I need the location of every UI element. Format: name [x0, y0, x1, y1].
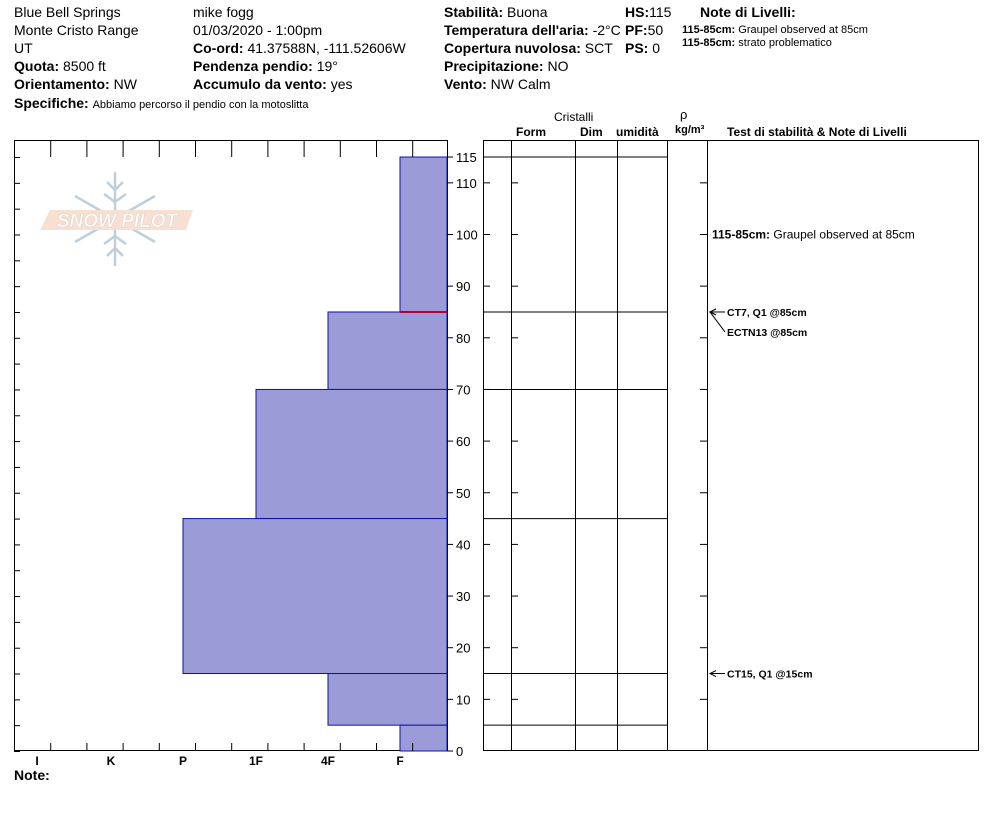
pf-label: PF: [625, 22, 648, 38]
ps-label: PS: [625, 40, 649, 56]
stability-label: Stabilità: [444, 4, 504, 20]
snowpilot-logo [40, 172, 193, 266]
hardness-layers [183, 157, 447, 751]
hardness-layer-4 [183, 519, 447, 674]
depth-label-10: 10 [456, 692, 471, 708]
pf-value: 50 [647, 22, 664, 38]
depth-label-30: 30 [456, 589, 471, 605]
density-unit: kg/m³ [675, 124, 705, 136]
stability-tests [710, 307, 813, 681]
hardness-layer-3 [256, 389, 447, 518]
precip-value: NO [547, 58, 569, 74]
size-header: Dim [580, 125, 603, 139]
depth-label-20: 20 [456, 640, 471, 656]
tests-notes-header: Test di stabilità & Note di Livelli [727, 125, 907, 139]
depth-label-90: 90 [456, 279, 471, 295]
hardness-layer-6 [400, 725, 447, 751]
depth-label-70: 70 [456, 382, 471, 398]
coord-label: Co-ord: [193, 40, 244, 56]
hardness-label-1F: 1F [248, 754, 264, 768]
layer-note-1-range: 115-85cm: [682, 24, 736, 36]
slope-label: Pendenza pendio: [193, 58, 313, 74]
hardness-axis [35, 754, 403, 768]
aspect-label: Orientamento: [14, 76, 110, 92]
wind-value: NW Calm [490, 76, 551, 92]
depth-axis [447, 150, 478, 759]
layer-note-text [712, 228, 915, 242]
precip-label: Precipitazione: [444, 58, 544, 74]
hardness-label-P: P [178, 754, 188, 768]
aspect-value: NW [113, 76, 137, 92]
stability-value: Buona [507, 4, 548, 20]
wind-loading-label: Accumulo da vento: [193, 76, 327, 92]
layer-note-2-range: 115-85cm: [682, 37, 736, 49]
density-symbol: ρ [680, 107, 688, 122]
test-label-2: ECTN13 @85cm [727, 326, 808, 339]
hs-value: 115 [649, 4, 672, 20]
layer-note-range: 115-85cm: [712, 227, 774, 242]
cloud-value: SCT [584, 40, 613, 56]
form-header: Form [516, 125, 546, 139]
test-label-1: CT7, Q1 @85cm [727, 306, 807, 319]
elevation-label: Quota: [14, 58, 60, 74]
wind-label: Vento: [444, 76, 487, 92]
slope-value: 19° [316, 58, 338, 74]
layer-note-2-text: strato problematico [738, 37, 832, 49]
depth-label-40: 40 [456, 537, 471, 553]
moisture-header: umidità [616, 125, 659, 139]
test-label-3: CT15, Q1 @15cm [727, 668, 813, 681]
depth-label-115: 115 [456, 150, 477, 166]
hardness-layer-2 [328, 312, 447, 389]
layer-notes-title: Note di Livelli: [700, 4, 796, 20]
air-temp-value: -2°C [592, 22, 621, 38]
cloud-label: Copertura nuvolosa: [444, 40, 581, 56]
depth-label-110: 110 [456, 175, 477, 191]
air-temp-label: Temperatura dell'aria: [444, 22, 589, 38]
specifics-value: Abbiamo percorso il pendio con la motoslitta [92, 99, 309, 111]
hs-label: HS: [625, 4, 650, 20]
hardness-label-I: I [35, 754, 39, 768]
range-name: Monte Cristo Range [14, 22, 139, 38]
depth-label-50: 50 [456, 485, 471, 501]
hardness-label-K: K [106, 754, 116, 768]
coord-value: 41.37588N, -111.52606W [247, 40, 406, 56]
hardness-layer-5 [328, 674, 447, 726]
depth-label-80: 80 [456, 330, 471, 346]
observer-name: mike fogg [193, 4, 254, 20]
note-label: Note: [14, 767, 50, 783]
layer-note-1-text: Graupel observed at 85cm [738, 24, 868, 36]
test-leader-2 [710, 312, 725, 332]
hardness-layer-1 [400, 157, 447, 312]
state-name: UT [14, 40, 33, 56]
hardness-label-4F: 4F [320, 754, 336, 768]
ps-value: 0 [652, 40, 661, 56]
layer-note-annotation [712, 228, 915, 242]
depth-label-60: 60 [456, 434, 471, 450]
hardness-label-F: F [396, 754, 404, 768]
specifics-label: Specifiche: [14, 95, 89, 111]
wind-loading-value: yes [330, 76, 353, 92]
date-time: 01/03/2020 - 1:00pm [193, 22, 323, 38]
layer-table-columns [512, 140, 708, 751]
depth-label-0: 0 [456, 744, 464, 759]
crystals-header: Cristalli [554, 110, 594, 124]
layer-table-ticks [483, 183, 707, 700]
layer-note-body: Graupel observed at 85cm [773, 227, 915, 242]
logo-text: SNOW PILOT [56, 211, 178, 232]
location-name: Blue Bell Springs [14, 4, 121, 20]
depth-label-100: 100 [456, 227, 478, 243]
elevation-value: 8500 ft [63, 58, 106, 74]
